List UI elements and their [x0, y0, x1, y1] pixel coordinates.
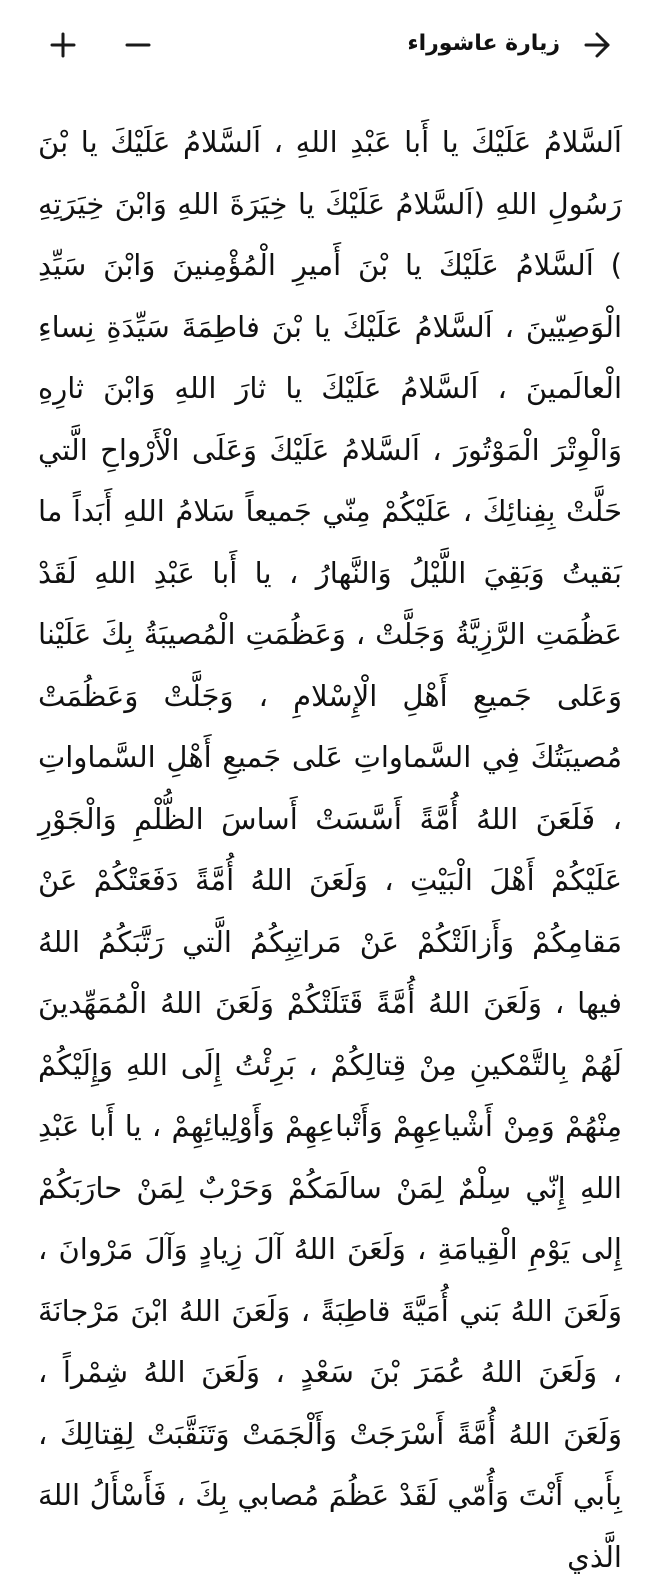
minus-icon	[125, 32, 151, 58]
decrease-font-button[interactable]	[115, 22, 161, 68]
plus-icon	[50, 32, 76, 58]
prayer-content	[38, 112, 622, 1574]
page-title: زيارة عاشوراء	[407, 31, 560, 56]
prayer-text: اَلسَّلامُ عَلَيْكَ يا أَبا عَبْدِ اللهِ ، اَلسَّلامُ عَلَيْكَ يا بْنَ رَسُولِ اللهِ (اَلسَّلامُ عَلَيْكَ يا خِيَرَةَ اللهِ وَابْنَ خِيَرَتِهِ ) اَلسَّلامُ عَلَيْكَ يا بْنَ أَميرِ الْمُؤْمِنينَ وَابْنَ سَيِّدِ الْوَصِيّينَ ، اَلسَّلامُ عَلَيْكَ يا بْنَ فاطِمَةَ سَيِّدَةِ نِساءِ الْعالَمينَ ، اَلسَّلامُ عَلَيْكَ يا ثارَ اللهِ وَابْنَ ثارِهِ وَالْوِتْرَ الْمَوْتُورَ ، اَلسَّلامُ عَلَيْكَ وَعَلَى الْأَرْواحِ الَّتي حَلَّتْ بِفِنائِكَ ، عَلَيْكُمْ مِنّي جَميعاً سَلامُ اللهِ أَبَداً ما بَقيتُ وَبَقِيَ اللَّيْلُ وَالنَّهارُ ، يا أَبا عَبْدِ اللهِ لَقَدْ عَظُمَتِ الرَّزِيَّةُ وَجَلَّتْ ، وَعَظُمَتِ الْمُصيبَةُ بِكَ عَلَيْنا وَعَلى جَميعِ أَهْلِ الْإِسْلامِ ، وَجَلَّتْ وَعَظُمَتْ مُصيبَتُكَ فِي السَّماواتِ عَلى جَميعِ أَهْلِ السَّماواتِ ، فَلَعَنَ اللهُ أُمَّةً أَسَّسَتْ أَساسَ الظُّلْمِ وَالْجَوْرِ عَلَيْكُمْ أَهْلَ الْبَيْتِ ، وَلَعَنَ اللهُ أُمَّةً دَفَعَتْكُمْ عَنْ مَقامِكُمْ وَأَزالَتْكُمْ عَنْ مَراتِبِكُمُ الَّتي رَتَّبَكُمُ اللهُ فيها ، وَلَعَنَ اللهُ أُمَّةً قَتَلَتْكُمْ وَلَعَنَ اللهُ الْمُمَهِّدينَ لَهُمْ بِالتَّمْكينِ مِنْ قِتالِكُمْ ، بَرِئْتُ إِلَى اللهِ وَإِلَيْكُمْ مِنْهُمْ وَمِنْ أَشْياعِهِمْ وَأَتْباعِهِمْ وَأَوْلِيائِهِمْ ، يا أَبا عَبْدِ اللهِ إِنّي سِلْمٌ لِمَنْ سالَمَكُمْ وَحَرْبٌ لِمَنْ حارَبَكُمْ إِلى يَوْمِ الْقِيامَةِ ، وَلَعَنَ اللهُ آلَ زِيادٍ وَآلَ مَرْوانَ ، وَلَعَنَ اللهُ بَني أُمَيَّةَ قاطِبَةً ، وَلَعَنَ اللهُ ابْنَ مَرْجانَةَ ، وَلَعَنَ اللهُ عُمَرَ بْنَ سَعْدٍ ، وَلَعَنَ اللهُ شِمْراً ، وَلَعَنَ اللهُ أُمَّةً أَسْرَجَتْ وَأَلْجَمَتْ وَتَنَقَّبَتْ لِقِتالِكَ ، بِأَبي أَنْتَ وَأُمّي لَقَدْ عَظُمَ مُصابي بِكَ ، فَأَسْأَلُ اللهَ الَّذي	[38, 125, 622, 1574]
arrow-right-icon	[583, 31, 611, 59]
top-app-bar	[0, 0, 660, 90]
increase-font-button[interactable]	[40, 22, 86, 68]
back-button[interactable]	[574, 22, 620, 68]
